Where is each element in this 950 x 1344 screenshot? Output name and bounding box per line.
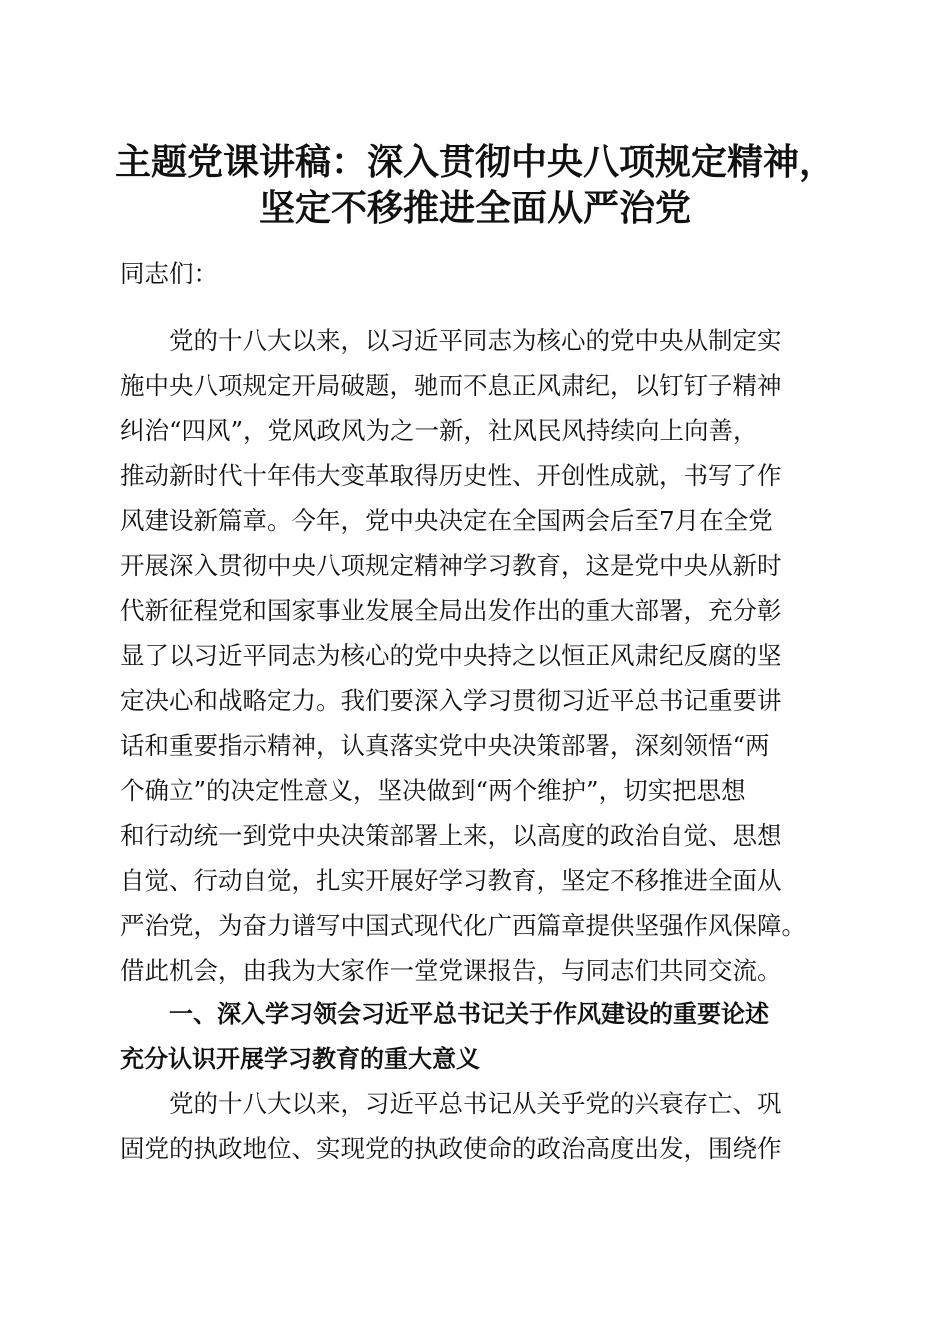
- paragraph-line: 话和重要指示精神，认真落实党中央决策部署，深刻领悟“两: [120, 731, 770, 760]
- document-title-line-2: 坚定不移推进全面从严治党: [258, 187, 691, 229]
- paragraph-line: 固党的执政地位、实现党的执政使命的政治高度出发，围绕作: [120, 1134, 782, 1163]
- paragraph-line: 开展深入贯彻中央八项规定精神学习教育，这是党中央从新时: [120, 551, 782, 580]
- paragraph-line: 施中央八项规定开局破题，驰而不息正风肃纪，以钉钉子精神: [120, 371, 782, 400]
- paragraph-line: 定决心和战略定力。我们要深入学习贯彻习近平总书记重要讲: [120, 686, 782, 715]
- paragraph-line: 显了以习近平同志为核心的党中央持之以恒正风肃纪反腐的坚: [120, 641, 782, 670]
- paragraph-line: 纠治“四风”，党风政风为之一新，社风民风持续向上向善，: [120, 416, 758, 445]
- section-heading-line: 充分认识开展学习教育的重大意义: [120, 1045, 480, 1073]
- paragraph-line: 党的十八大以来，以习近平同志为核心的党中央从制定实: [169, 326, 782, 355]
- paragraph-line: 严治党，为奋力谱写中国式现代化广西篇章提供坚强作风保障。: [120, 911, 806, 940]
- paragraph-line: 个确立”的决定性意义，坚决做到“两个维护”，切实把思想: [120, 776, 746, 805]
- paragraph-line: 代新征程党和国家事业发展全局出发作出的重大部署，充分彰: [120, 596, 782, 625]
- paragraph-line: 自觉、行动自觉，扎实开展好学习教育，坚定不移推进全面从: [120, 866, 782, 895]
- paragraph-line: 借此机会，由我为大家作一堂党课报告，与同志们共同交流。: [120, 956, 782, 985]
- salutation: 同志们：: [120, 259, 218, 288]
- section-heading-line: 一、深入学习领会习近平总书记关于作风建设的重要论述: [169, 1000, 769, 1028]
- paragraph-line: 党的十八大以来，习近平总书记从关乎党的兴衰存亡、巩: [169, 1089, 782, 1118]
- paragraph-line: 和行动统一到党中央决策部署上来，以高度的政治自觉、思想: [120, 821, 782, 850]
- document-title-line-1: 主题党课讲稿：深入贯彻中央八项规定精神，: [114, 141, 835, 183]
- paragraph-line: 推动新时代十年伟大变革取得历史性、开创性成就，书写了作: [120, 461, 782, 490]
- paragraph-line: 风建设新篇章。今年，党中央决定在全国两会后至7月在全党: [120, 506, 773, 535]
